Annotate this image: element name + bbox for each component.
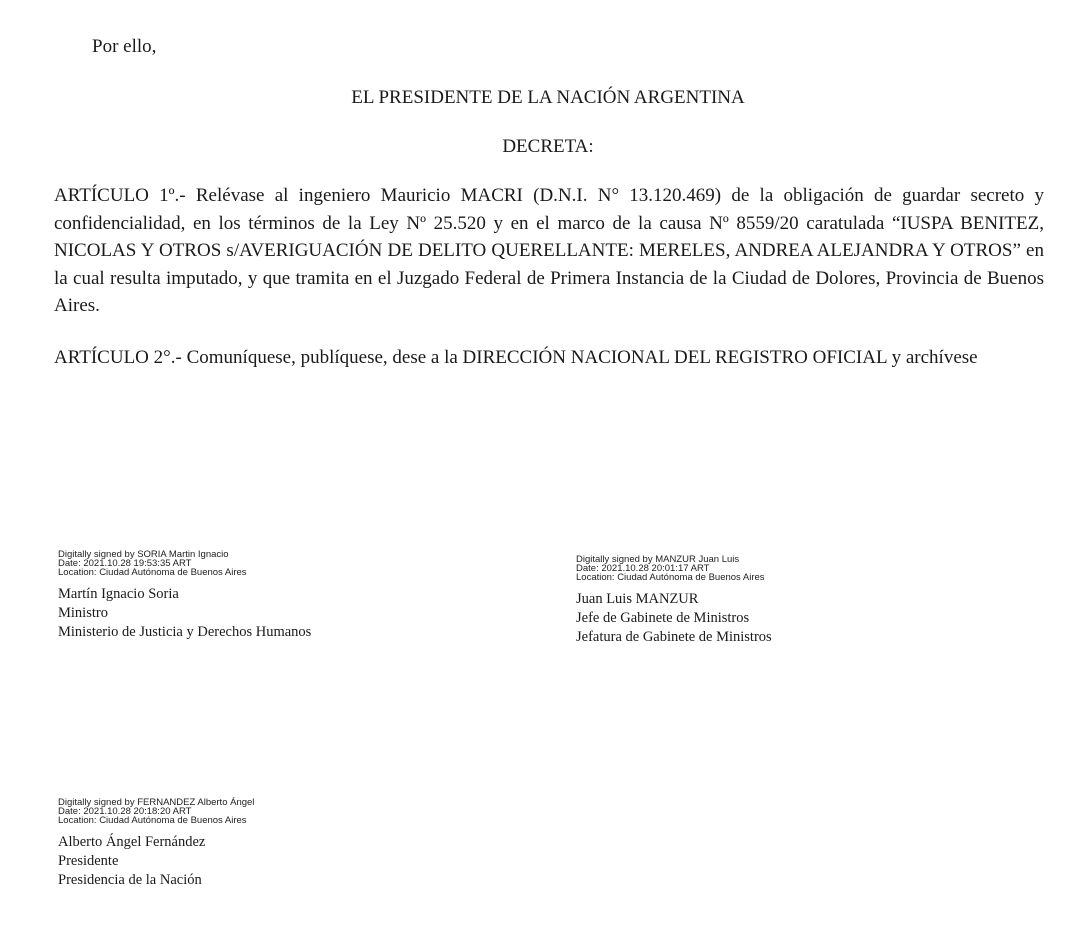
signer-role: Presidente bbox=[58, 853, 119, 869]
digital-signed-by: Digitally signed by SORIA Martin Ignacio bbox=[58, 549, 229, 560]
digital-date: Date: 2021.10.28 19:53:35 ART bbox=[58, 558, 192, 569]
signature-block-fernandez bbox=[58, 798, 254, 890]
article-1: ARTÍCULO 1º.- Relévase al ingeniero Mauricio MACRI (D.N.I. N° 13.120.469) de la obligación de guardar secreto y confidencialidad, en los términos de la Ley Nº 25.520 y en el marco de la causa Nº 8559/20 caratulada “IUSPA BENITEZ, NICOLAS Y OTROS s/AVERIGUACIÓN DE DELITO QUERELLANTE: MERELES, ANDREA ALEJANDRA Y OTROS” en la cual resulta imputado, y que tramita en el Juzgado Federal de Primera Instancia de la Ciudad de Dolores, Provincia de Buenos Aires. bbox=[54, 185, 1044, 316]
signer-office: Jefatura de Gabinete de Ministros bbox=[576, 629, 772, 645]
digital-location: Location: Ciudad Autónoma de Buenos Aires bbox=[58, 815, 247, 826]
heading-decreta: DECRETA: bbox=[502, 136, 594, 157]
intro-text: Por ello, bbox=[92, 36, 157, 57]
digital-date: Date: 2021.10.28 20:18:20 ART bbox=[58, 806, 192, 817]
digital-date: Date: 2021.10.28 20:01:17 ART bbox=[576, 563, 710, 574]
digital-signed-by: Digitally signed by MANZUR Juan Luis bbox=[576, 554, 740, 565]
signer-name: Juan Luis MANZUR bbox=[576, 591, 699, 607]
signer-name: Alberto Ángel Fernández bbox=[58, 834, 206, 850]
digital-location: Location: Ciudad Autónoma de Buenos Aires bbox=[58, 567, 247, 578]
digital-signature-stamp bbox=[576, 555, 772, 582]
heading-president: EL PRESIDENTE DE LA NACIÓN ARGENTINA bbox=[351, 87, 745, 108]
signature-block-manzur bbox=[576, 555, 772, 647]
article-2: ARTÍCULO 2°.- Comuníquese, publíquese, dese a la DIRECCIÓN NACIONAL DEL REGISTRO OFICIAL y archívese bbox=[54, 347, 978, 368]
signer-office: Ministerio de Justicia y Derechos Humanos bbox=[58, 624, 312, 640]
digital-signature-stamp bbox=[58, 550, 311, 577]
signer-office: Presidencia de la Nación bbox=[58, 872, 202, 888]
signer-role: Ministro bbox=[58, 605, 108, 621]
signature-block-soria bbox=[58, 550, 311, 642]
digital-location: Location: Ciudad Autónoma de Buenos Aires bbox=[576, 572, 765, 583]
signer-role: Jefe de Gabinete de Ministros bbox=[576, 610, 750, 626]
digital-signed-by: Digitally signed by FERNANDEZ Alberto Ángel bbox=[58, 797, 255, 808]
digital-signature-stamp bbox=[58, 798, 254, 825]
signer-name: Martín Ignacio Soria bbox=[58, 586, 179, 602]
